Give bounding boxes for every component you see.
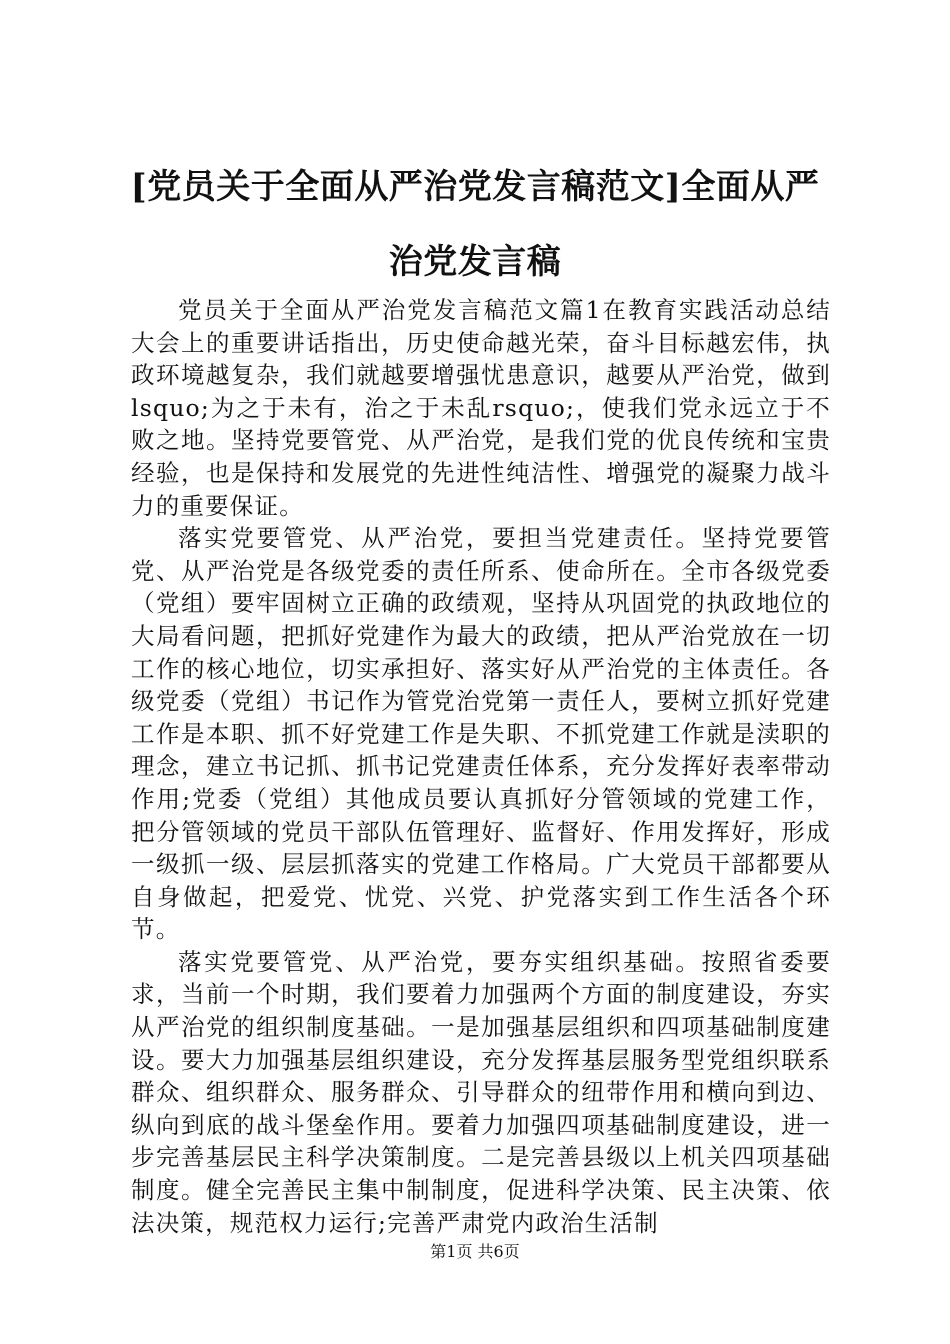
- paragraph-2: 落实党要管党、从严治党，要担当党建责任。坚持党要管党、从严治党是各级党委的责任所系、使命所在。全市各级党委（党组）要牢固树立正确的政绩观，坚持从巩固党的执政地位的大局看问题，把抓好党建作为最大的政绩，把从严治党放在一切工作的核心地位，切实承担好、落实好从严治党的主体责任。各级党委（党组）书记作为管党治党第一责任人，要树立抓好党建工作是本职、抓不好党建工作是失职、不抓党建工作就是渎职的理念，建立书记抓、抓书记党建责任体系，充分发挥好表率带动作用;党委（党组）其他成员要认真抓好分管领域的党建工作，把分管领域的党员干部队伍管理好、监督好、作用发挥好，形成一级抓一级、层层抓落实的党建工作格局。广大党员干部都要从自身做起，把爱党、忧党、兴党、护党落实到工作生活各个环节。: [131, 524, 831, 944]
- paragraph-3: 落实党要管党、从严治党，要夯实组织基础。按照省委要求，当前一个时期，我们要着力加强两个方面的制度建设，夯实从严治党的组织制度基础。一是加强基层组织和四项基础制度建设。要大力加强基层组织建设，充分发挥基层服务型党组织联系群众、组织群众、服务群众、引导群众的纽带作用和横向到边、纵向到底的战斗堡垒作用。要着力加强四项基础制度建设，进一步完善基层民主科学决策制度。二是完善县级以上机关四项基础制度。健全完善民主集中制制度，促进科学决策、民主决策、依法决策，规范权力运行;完善严肃党内政治生活制: [131, 947, 831, 1237]
- document-title: [党员关于全面从严治党发言稿范文]全面从严治党发言稿: [130, 167, 820, 282]
- page-number-footer: 第1页 共6页: [430, 1242, 520, 1261]
- document-body: [131, 294, 831, 1239]
- paragraph-1: 党员关于全面从严治党发言稿范文篇1在教育实践活动总结大会上的重要讲话指出，历史使命越光荣，奋斗目标越宏伟，执政环境越复杂，我们就越要增强忧患意识，越要从严治党，做到lsquo;为之于未有，治之于未乱rsquo;，使我们党永远立于不败之地。坚持党要管党、从严治党，是我们党的优良传统和宝贵经验，也是保持和发展党的先进性纯洁性、增强党的凝聚力战斗力的重要保证。: [131, 296, 831, 520]
